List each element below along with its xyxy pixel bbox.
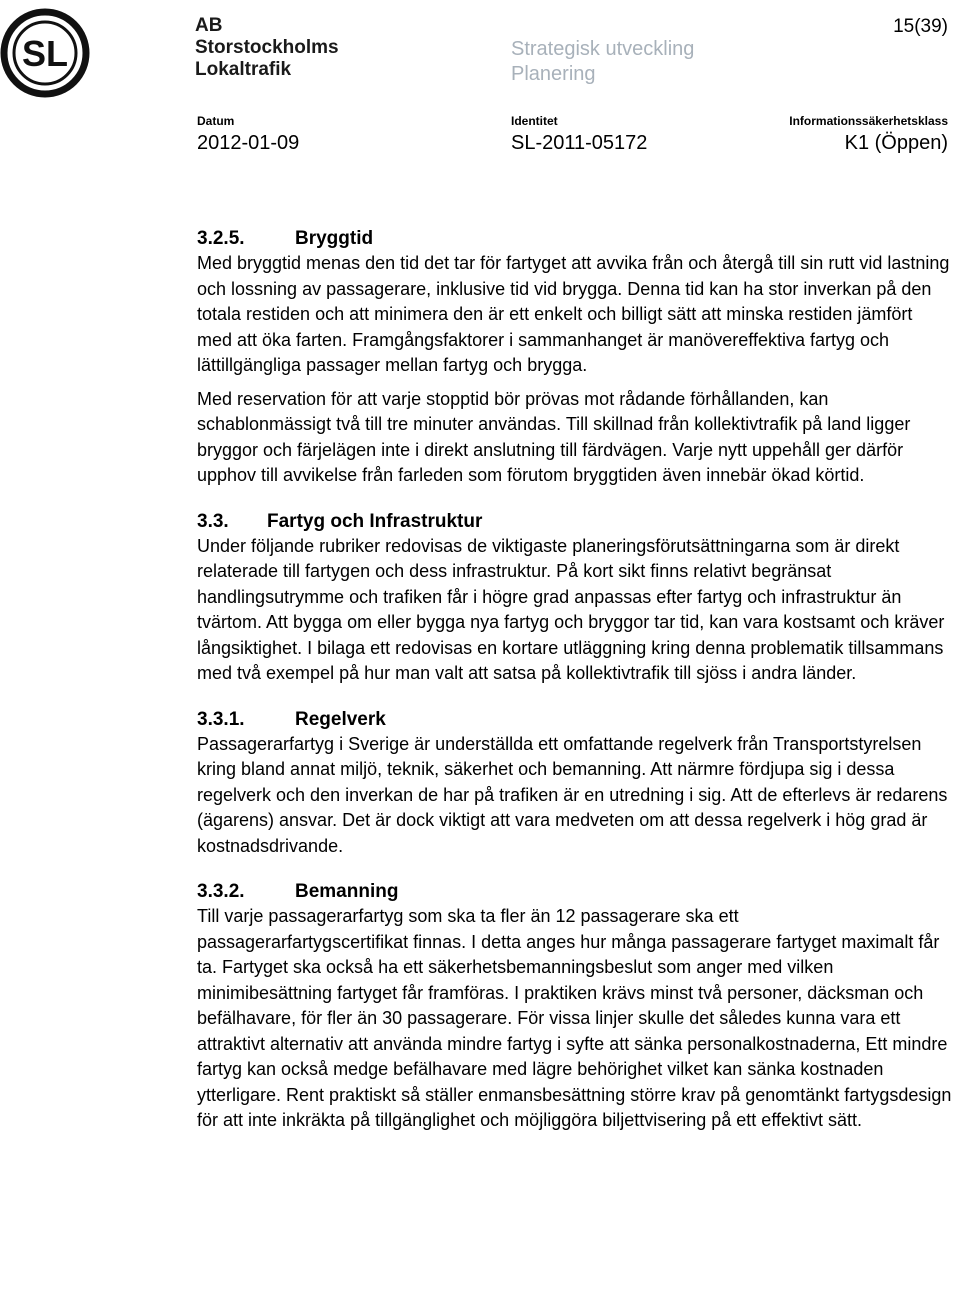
department-line: Strategisk utveckling (511, 38, 695, 60)
company-line: AB (195, 15, 223, 36)
section-title: Bryggtid (295, 228, 374, 249)
paragraph: Med reservation för att varje stopptid bör prövas mot rådande förhållanden, kan schablonmässigt två till tre minuter användas. Till skillnad från kollektivtrafik på land ligger bryggor och färjelägen inte i direkt anslutning till färdvägen. Varje nytt uppehåll ger därför upphov till avvikelse från farleden som förutom bryggtiden även innebär ökad körtid. (197, 388, 911, 485)
document-body (197, 226, 952, 1134)
section-title: Regelverk (295, 708, 386, 730)
paragraph: Passagerarfartyg i Sverige är underställda ett omfattande regelverk från Transportstyrelsen kring bland annat miljö, teknik, säkerhet och bemanning. Att närmre fördjupa sig i dessa regelverk och den inverkan de har på trafiken är en utredning i sig. Att de efterlevs är redarens (ägarens) ansvar. Det är dock viktigt att vara medveten om att dessa regelverk i hög grad är kostnadsdrivande. (197, 733, 948, 856)
date-value: 2012-01-09 (197, 132, 300, 154)
paragraph: Med bryggtid menas den tid det tar för fartyget att avvika från och återgå till sin rutt vid lastning och lossning av passagerare, inklusive tid vid brygga. Denna tid kan ha stor inverkan på den totala restiden och att minimera den är ett enkelt och billigt sätt att minska restiden jämfört med att öka farten. Framgångsfaktorer i sammanhanget är manövereffektiva fartyg och lättillgängliga passager mellan fartyg och brygga. (197, 253, 950, 375)
date-label: Datum (197, 114, 235, 128)
section-heading (197, 707, 952, 732)
section-number: 3.3.2. (197, 881, 245, 902)
company-name (195, 15, 339, 81)
paragraph: Under följande rubriker redovisas de viktigaste planeringsförutsättningarna som är direkt relaterade till fartygen och dess infrastruktur. På kort sikt finns relativt begränsat handlingsutrymme och trafiken får i högre grad anpassas efter fartyg och infrastruktur än tvärtom. Att bygga om eller bygga nya fartyg och bryggor tar tid, kan vara kostsamt och kräver långsiktighet. I bilaga ett redovisas en kortare utläggning kring denna problematik tillsammans med två exempel på hur man valt att satsa på kollektivtrafik till sjöss i andra länder. (197, 535, 945, 683)
section-number: 3.3.1. (197, 708, 245, 730)
section-heading (197, 509, 952, 534)
classification-label: Informationssäkerhetsklass (789, 114, 948, 128)
section-number: 3.3. (197, 510, 229, 532)
identity-value: SL-2011-05172 (511, 132, 648, 154)
department (511, 37, 694, 87)
section-title: Fartyg och Infrastruktur (267, 510, 483, 532)
classification-value: K1 (Öppen) (844, 132, 948, 154)
paragraph: Till varje passagerarfartyg som ska ta fler än 12 passagerare ska ett passagerarfartygscertifikat finnas. I detta anges hur många passagerare fartyget maximalt får ta. Fartyget ska också ha ett säkerhetsbemanningsbeslut som anger med vilken minimibesättning fartyget får framföras. I praktiken krävs minst två personer, däcksman och befälhavare, för fler än 30 passagerare. För vissa linjer skulle det således kunna vara ett attraktivt alternativ att använda mindre fartyg i syfte att sänka personalkostnaderna, Ett mindre fartyg kan också medge befälhavare med lägre behörighet vilket kan sänka kostnaden ytterligare. Rent praktiskt så ställer enmansbesättning större krav på genomtänkt fartygsdesign för att inte inkräkta på tillgänglighet och möjliggöra biljettvisering på ett effektivt sätt. (197, 906, 952, 1130)
section-heading (197, 879, 952, 904)
page-number: 15(39) (893, 16, 948, 37)
sl-logo-icon (0, 8, 90, 98)
identity-label: Identitet (511, 114, 558, 128)
section-heading (197, 226, 952, 251)
section-title: Bemanning (295, 881, 399, 902)
company-line: Storstockholms (195, 37, 339, 58)
department-line: Planering (511, 63, 596, 85)
logo-text: SL (21, 33, 69, 74)
company-line: Lokaltrafik (195, 59, 292, 80)
section-number: 3.2.5. (197, 228, 245, 249)
